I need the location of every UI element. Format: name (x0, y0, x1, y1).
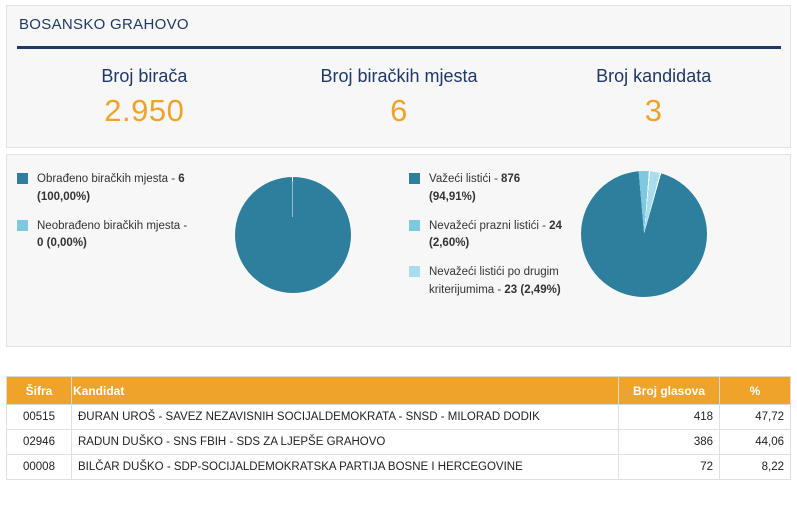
column-header-sifra[interactable]: Šifra (7, 377, 72, 405)
summary-stats (17, 56, 781, 144)
legend-label: Nevažeći prazni listići - 24 (2,60%) (429, 219, 562, 250)
cell-sifra: 00008 (7, 455, 72, 480)
cell-broj-glasova: 418 (619, 405, 720, 430)
summary-panel (6, 5, 791, 148)
cell-kandidat: ĐURAN UROŠ - SAVEZ NEZAVISNIH SOCIJALDEMOKRATA - SNSD - MILORAD DODIK (72, 405, 619, 430)
legend-label: Važeći listići - 876 (94,91%) (429, 173, 521, 203)
column-header-broj-glasova[interactable]: Broj glasova (619, 377, 720, 405)
cell-procenat: 44,06 (720, 430, 791, 455)
chart-ballots (399, 155, 791, 348)
legend-item (17, 171, 202, 207)
legend-item (409, 218, 594, 254)
legend-label: Nevažeći listići po drugim kriterijumima - 23 (2,49%) (429, 266, 561, 297)
legend-swatch-icon (17, 220, 28, 231)
stat-candidates-label: Broj kandidata (596, 66, 712, 86)
legend-swatch-icon (17, 173, 28, 184)
cell-procenat: 47,72 (720, 405, 791, 430)
chart-polling-stations (7, 155, 399, 348)
legend-label: Obrađeno biračkih mjesta - 6 (100,00%) (37, 173, 185, 203)
legend-item (17, 218, 202, 254)
stat-polling-stations-value: 6 (390, 93, 408, 128)
column-header-kandidat[interactable]: Kandidat (72, 377, 619, 405)
table-row (7, 430, 791, 455)
table-row (7, 405, 791, 430)
chart-ballots-legend (409, 171, 594, 311)
stat-candidates (526, 56, 781, 144)
results-table (6, 376, 791, 480)
legend-swatch-icon (409, 266, 420, 277)
stat-candidates-value: 3 (644, 93, 663, 128)
table-row (7, 455, 791, 480)
cell-sifra: 02946 (7, 430, 72, 455)
pie-chart-polling-stations (235, 177, 351, 293)
legend-item (409, 264, 594, 300)
title-divider (17, 46, 781, 49)
cell-broj-glasova: 386 (619, 430, 720, 455)
stat-voters (17, 56, 272, 144)
cell-procenat: 8,22 (720, 455, 791, 480)
stat-polling-stations-label: Broj biračkih mjesta (320, 66, 478, 86)
chart-polling-stations-legend (17, 171, 202, 264)
column-header-procenat[interactable]: % (720, 377, 791, 405)
legend-swatch-icon (409, 220, 420, 231)
cell-sifra: 00515 (7, 405, 72, 430)
stat-voters-value: 2.950 (104, 93, 185, 128)
legend-label: Neobrađeno biračkih mjesta - 0 (0,00%) (37, 219, 188, 250)
results-table-wrapper (6, 376, 791, 480)
stat-voters-label: Broj birača (101, 66, 188, 86)
stat-polling-stations (272, 56, 527, 144)
pie-chart-ballots (581, 171, 707, 297)
cell-broj-glasova: 72 (619, 455, 720, 480)
legend-swatch-icon (409, 173, 420, 184)
municipality-title: BOSANSKO GRAHOVO (19, 16, 189, 33)
cell-kandidat: BILČAR DUŠKO - SDP-SOCIJALDEMOKRATSKA PARTIJA BOSNE I HERCEGOVINE (72, 455, 619, 480)
charts-panel (6, 154, 791, 347)
table-header-row (7, 377, 791, 405)
legend-item (409, 171, 594, 207)
cell-kandidat: RADUN DUŠKO - SNS FBIH - SDS ZA LJEPŠE GRAHOVO (72, 430, 619, 455)
